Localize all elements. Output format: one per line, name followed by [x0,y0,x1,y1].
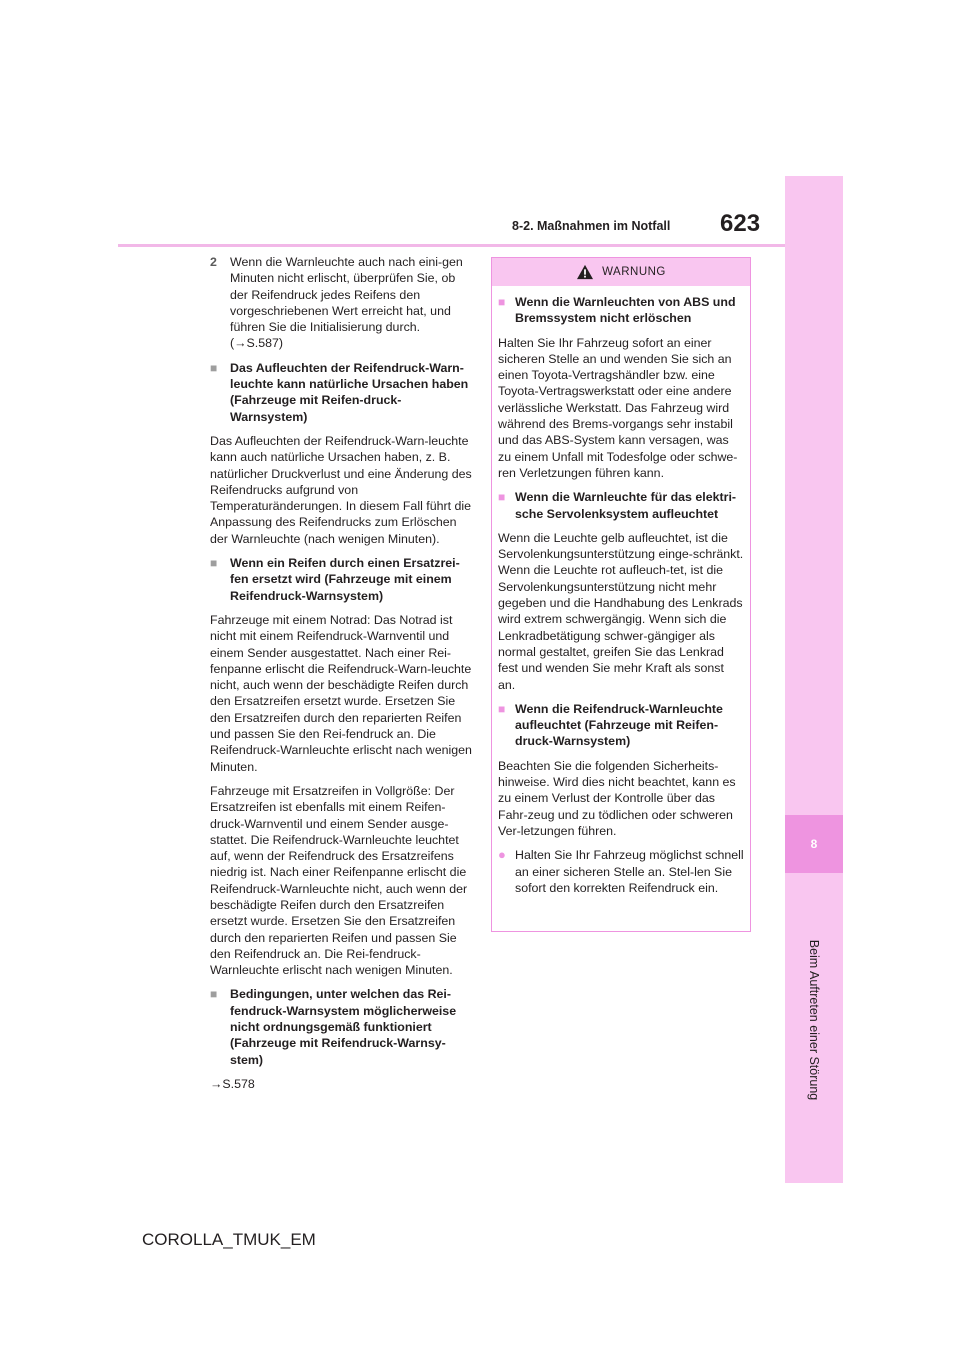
step-number: 2 [210,255,217,269]
warning-body [492,286,750,896]
paragraph: Wenn die Leuchte gelb aufleuchtet, ist die Servolenkungsunterstützung einge-schränkt. Wenn die Leuchte rot aufleuch-tet, ist die Servolenkungsunterstützung nicht mehr gegeben und die Handhabung des Lenkrads wird extrem schwergängig. Wenn sich die Lenkradbetätigung schwer-gängiger als normal gestaltet, greifen Sie das Lenkrad fest und wenden Sie mehr Kraft als sonst an. [498,530,744,692]
paragraph: Halten Sie Ihr Fahrzeug sofort an einer sicheren Stelle an und wenden Sie sich an einen Toyota-Vertragshändler bzw. eine Toyota-Vertragswerkstatt oder eine andere verlässliche Werkstatt. Das Fahrzeug wird während des Brems-vorgangs sehr instabil und das ABS-System kann versagen, was zu einem Unfall mit Todesfolge oder schwe-ren Verletzungen führen kann. [498,335,738,480]
left-column [210,254,476,1100]
subheading-text: Wenn die Warnleuchten von ABS und Bremssystem nicht erlöschen [515,295,736,326]
page-reference-link[interactable]: →S.578 [210,1076,255,1091]
model-code: COROLLA_TMUK_EM [142,1230,316,1249]
warning-subheading [498,294,744,327]
step-item [210,254,476,352]
subheading [210,360,476,425]
paragraph: Fahrzeuge mit einem Notrad: Das Notrad ist nicht mit einem Reifendruck-Warnventil und einem Sender ausgestattet. Nach einer Rei-fenpanne erlischt die Reifendruck-Warn-leuchte nicht, auch wenn der beschädigte Reifen durch den Ersatzreifen ersetzt wurde. Ersetzen Sie den Ersatzreifen durch den reparierten Reifen und passen Sie den Rei-fendruck an. Die Reifendruck-Warnleuchte erlischt nach wenigen Minuten. [210,612,472,774]
step-text: Wenn die Warnleuchte auch nach eini-gen Minuten nicht erlischt, überprüfen Sie, ob der Reifendruck jedes Reifens den vorgeschriebenen Wert erreicht hat, und führen Sie die Initialisierung durch. (→S.587) [230,255,463,351]
page-number: 623 [720,210,761,237]
subheading-text: Wenn ein Reifen durch einen Ersatzrei-fen ersetzt wird (Fahrzeuge mit einem Reifendruck-Warnsystem) [230,556,460,603]
warning-triangle-icon [576,264,594,280]
paragraph: Beachten Sie die folgenden Sicherheits-hinweise. Wird dies nicht beachtet, kann es zu einem Verlust der Kontrolle über das Fahr-zeug und zu tödlichen oder schweren Ver-letzungen führen. [498,758,736,838]
bullet-item [498,847,744,896]
paragraph: Fahrzeuge mit Ersatzreifen in Vollgröße: Der Ersatzreifen ist ebenfalls mit einem Reifen-druck-Warnventil und einem Sender ausge-stattet. Die Reifendruck-Warnleuchte leuchtet auf, wenn der Reifendruck des Ersatzreifens niedrig ist. Nach einer Reifenpanne erlischt die Reifendruck-Warnleuchte nicht, auch wenn der beschädigte Reifen durch den Ersatzreifen ersetzt wurde. Ersetzen Sie den Ersatzreifen durch den reparierten Reifen und passen Sie den Reifendruck an. Die Rei-fendruck-Warnleuchte erlischt nach wenigen Minuten. [210,783,468,978]
square-bullet-icon: ■ [498,701,506,716]
section-title: 8-2. Maßnahmen im Notfall [512,219,671,233]
subheading [210,555,476,604]
square-bullet-icon: ■ [210,556,218,571]
subheading-text: Wenn die Warnleuchte für das elektri-sche Servolenksystem aufleuchtet [515,490,737,521]
square-bullet-icon: ■ [498,490,506,505]
bullet-text: Halten Sie Ihr Fahrzeug möglichst schnell an einer sicheren Stelle an. Stel-len Sie sofort den korrekten Reifendruck ein. [515,848,744,895]
subheading-text: Bedingungen, unter welchen das Rei-fendruck-Warnsystem möglicherweise nicht ordnungsgemäß funktioniert (Fahrzeuge mit Reifendruck-Warnsy-stem) [230,987,457,1067]
warning-header [492,258,750,286]
warning-subheading [498,701,744,750]
header-rule [118,244,785,247]
square-bullet-icon: ■ [210,987,218,1002]
square-bullet-icon: ■ [210,360,218,375]
warning-subheading [498,489,744,522]
chapter-title-vertical [760,900,868,1140]
square-bullet-icon: ■ [498,295,506,309]
warning-box [491,257,751,932]
subheading-text: Das Aufleuchten der Reifendruck-Warn-leuchte kann natürliche Ursachen haben (Fahrzeuge mit Reifen-druck-Warnsystem) [230,360,469,424]
subheading [210,986,476,1067]
warning-title: WARNUNG [602,265,666,278]
chapter-title: Beim Auftreten einer Störung [807,939,821,1101]
paragraph: Das Aufleuchten der Reifendruck-Warn-leuchte kann auch natürliche Ursachen haben, z. B. natürlicher Druckverlust und eine Änderung des Reifendrucks aufgrund von Temperaturänderungen. In diesem Fall führt die Anpassung des Reifendrucks zum Erlöschen der Warnleuchte (nach wenigen Minuten). [210,433,472,546]
subheading-text: Wenn die Reifendruck-Warnleuchte aufleuchtet (Fahrzeuge mit Reifen-druck-Warnsystem) [515,701,723,749]
chapter-number: 8 [785,815,843,873]
round-bullet-icon: ● [498,847,506,863]
